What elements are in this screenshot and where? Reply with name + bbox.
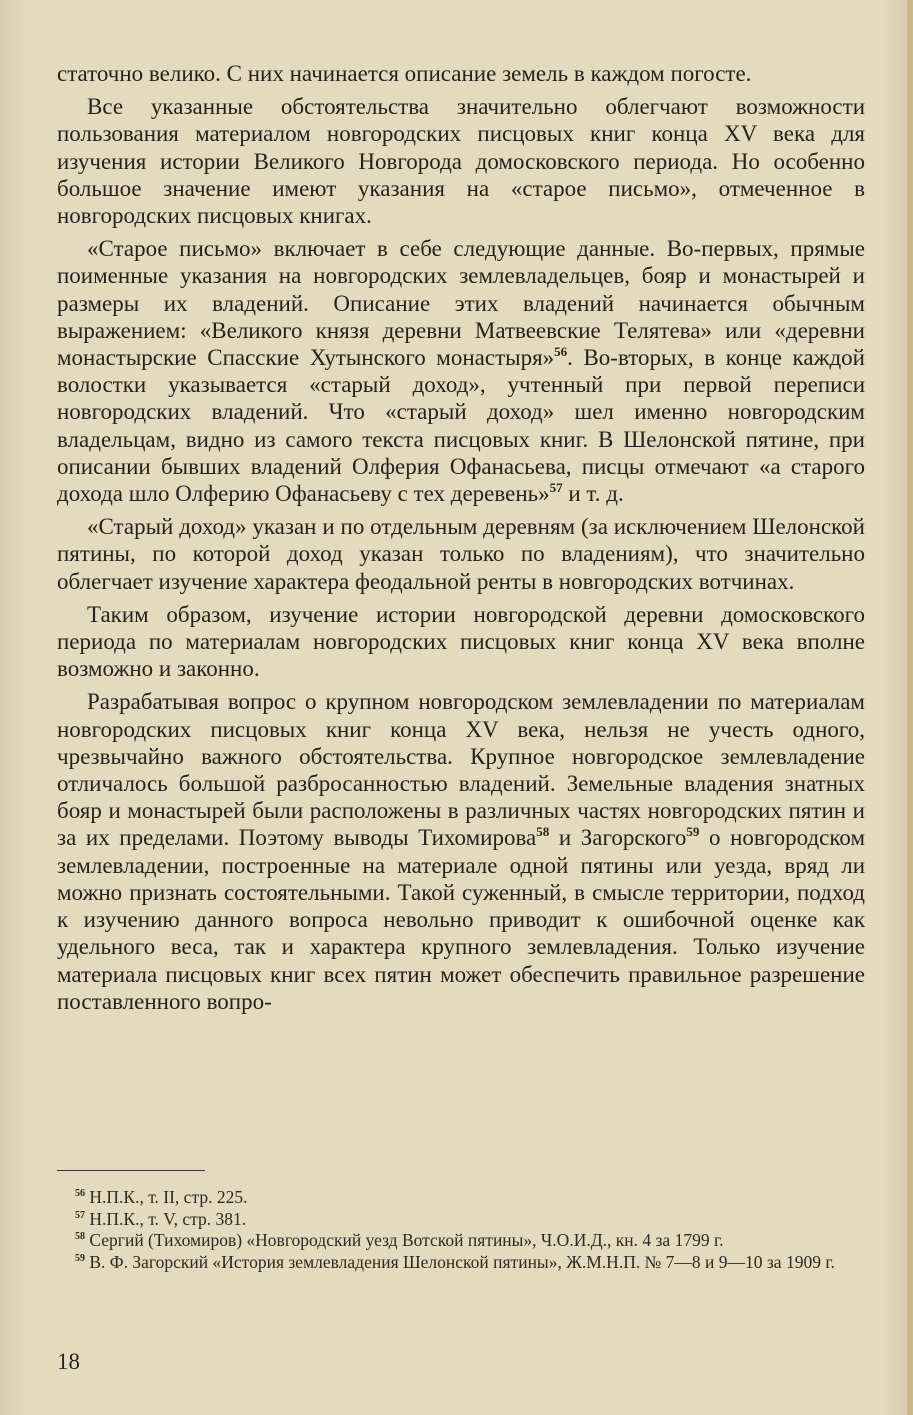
- footnote-56: [57, 1187, 865, 1208]
- footnote-mark: 57: [75, 1209, 85, 1221]
- paragraph-6: [57, 688, 865, 1014]
- paragraph-3-text-c: и т. д.: [562, 481, 624, 507]
- footnote-mark: 58: [75, 1231, 85, 1242]
- footnotes: [57, 1187, 865, 1273]
- body-text: [57, 60, 865, 1021]
- footnote-57: [57, 1209, 865, 1230]
- paragraph-5: Таким образом, изучение истории новгородской деревни домосковского периода по материалам новгородских писцовых книг конца XV века вполне возможно и законно.: [57, 601, 865, 682]
- paragraph-4: «Старый доход» указан и по отдельным деревням (за исключением Шелонской пятины, по которой доход указан только по владениям), что значительно облегчает изучение характера феодальной ренты в новгородских вотчинах.: [57, 514, 865, 594]
- paragraph-3-text-a: «Старое письмо» включает в себе следующие данные. Во-первых, прямые поименные указания на новгородских землевладельцев, бояр и монастырей и размеры их владений. Описание этих владений начинается обычным выражением: «Великого князя деревни Матвеевские Телятева» или «деревни монастырские Спасские Хутынского монастыря»: [57, 236, 865, 371]
- footnote-59: [57, 1252, 865, 1273]
- paragraph-6-text-a: Разрабатывая вопрос о крупном новгородском землевладении по материалам новгородских писцовых книг конца XV века, нельзя не учесть одного, чрезвычайно важного обстоятельства. Крупное новгородское землевладение отличалось большой разбросанностью владений. Земельные владения знатных бояр и монастырей были расположены в различных частях новгородских пятин и за их пределами. Поэтому выводы Тихомирова: [57, 689, 865, 851]
- footnote-ref-59[interactable]: 59: [686, 824, 700, 840]
- footnote-text: В. Ф. Загорский «История землевладения Шелонской пятины», Ж.М.Н.П. № 7—8 и 9—10 за 1909 г.: [89, 1251, 835, 1272]
- footnote-ref-58[interactable]: 58: [536, 824, 550, 840]
- footnote-text: Сергий (Тихомиров) «Новгородский уезд Вотской пятины», Ч.О.И.Д., кн. 4 за 1799 г.: [89, 1230, 724, 1250]
- paragraph-6-text-c: о новгородском землевладении, построенные на материале одной пятины или уезда, вряд ли можно признать состоятельными. Такой суженный, в смысле территории, подход к изучению данного вопроса невольно приводит к ошибочной оценке как удельного веса, так и характера крупного землевладения. Только изучение материала писцовых книг всех пятин может обеспечить правильное разрешение поставленного вопро-: [57, 825, 865, 1014]
- footnote-text: Н.П.К., т. II, стр. 225.: [89, 1187, 248, 1207]
- footnote-ref-56[interactable]: 56: [554, 344, 568, 360]
- footnote-ref-57[interactable]: 57: [549, 480, 563, 496]
- footnote-mark: 59: [75, 1252, 85, 1264]
- page-number: 18: [57, 1349, 80, 1374]
- paragraph-2: Все указанные обстоятельства значительно облегчают возможности пользования материалом новгородских писцовых книг конца XV века для изучения истории Великого Новгорода домосковского периода. Но особенно большое значение имеют указания на «старое письмо», отмеченное в новгородских писцовых книгах.: [57, 94, 865, 229]
- footnote-text: Н.П.К., т. V, стр. 381.: [89, 1208, 247, 1229]
- paragraph-3-text-b: . Во-вторых, в конце каждой волостки указывается «старый доход», учтенный при первой переписи новгородских владений. Что «старый доход» шел именно новгородским владельцам, видно из самого текста писцовых книг. В Шелонской пятине, при описании бывших владений Олферия Офанасьева, писцы отмечают «а старого дохода шло Олферию Офанасьеву с тех деревень»: [57, 345, 865, 507]
- footnote-separator: [57, 1170, 205, 1171]
- page-edge: [907, 0, 913, 1415]
- paragraph-1: статочно велико. С них начинается описание земель в каждом погосте.: [57, 61, 752, 86]
- paragraph-3: [57, 235, 865, 507]
- footnote-58: [57, 1230, 865, 1251]
- paragraph-6-text-b: и Загорского: [549, 825, 687, 851]
- footnote-mark: 56: [75, 1188, 85, 1199]
